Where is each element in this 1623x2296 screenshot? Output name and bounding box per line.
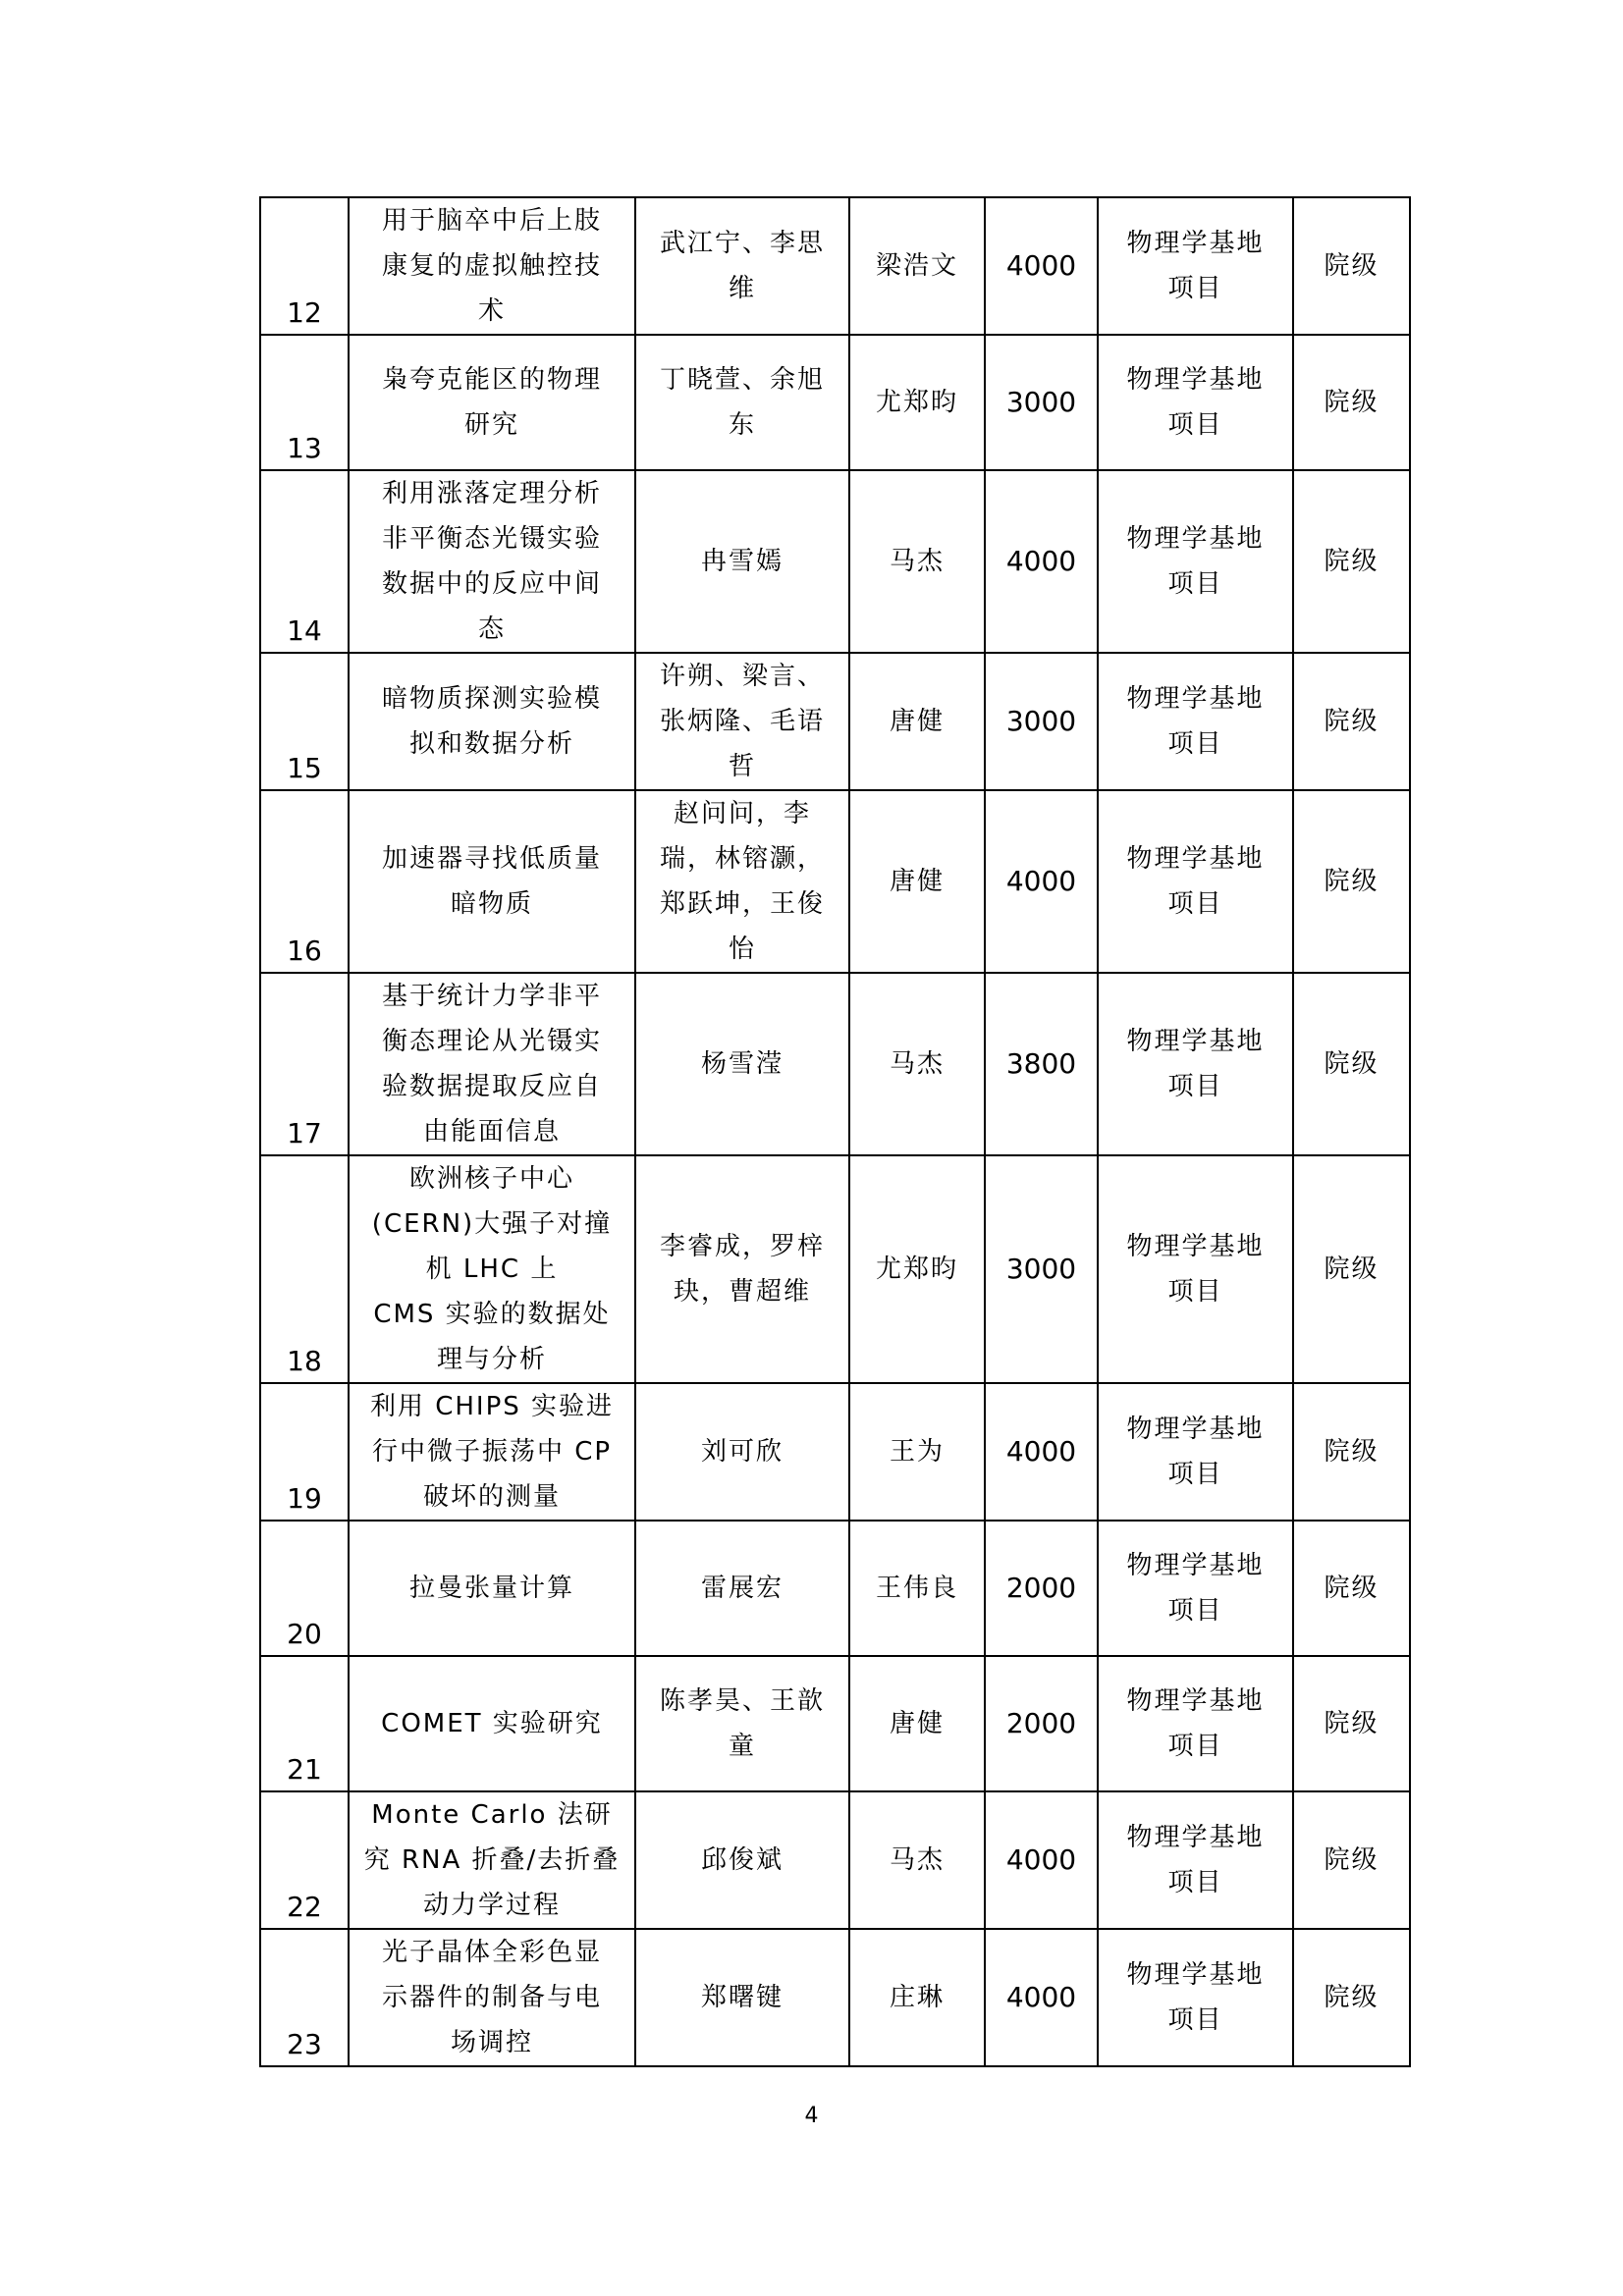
cell-amount-text: 2000: [1005, 1572, 1077, 1604]
cell-students-text: 邱俊斌: [700, 1845, 784, 1875]
table-row: [260, 1521, 1410, 1656]
cell-number-text: 18: [287, 1345, 322, 1377]
cell-students-text: 刘可欣: [700, 1437, 784, 1467]
cell-project-title-text: 枭夸克能区的物理 研究: [381, 365, 602, 440]
cell-level: [1293, 973, 1410, 1155]
cell-project-type-text: 物理学基地 项目: [1126, 1551, 1265, 1626]
cell-advisor: [849, 197, 985, 335]
cell-project-type: [1098, 1155, 1293, 1383]
cell-amount-text: 4000: [1005, 249, 1077, 282]
cell-level: [1293, 1791, 1410, 1929]
cell-project-title-text: 拉曼张量计算: [408, 1574, 574, 1603]
cell-amount: [985, 1929, 1098, 2066]
cell-advisor-text: 王伟良: [875, 1574, 958, 1603]
cell-amount: [985, 973, 1098, 1155]
cell-amount: [985, 653, 1098, 790]
cell-number: [260, 1656, 349, 1791]
table-row: [260, 1656, 1410, 1791]
cell-number-text: 16: [287, 934, 322, 967]
cell-number-text: 15: [287, 752, 322, 784]
cell-level-text: 院级: [1324, 251, 1380, 281]
cell-advisor-text: 唐健: [889, 707, 945, 736]
cell-number-text: 19: [287, 1482, 322, 1515]
cell-project-title-text: 加速器寻找低质量 暗物质: [381, 844, 602, 919]
cell-level: [1293, 1383, 1410, 1521]
cell-students: [635, 653, 849, 790]
cell-project-title-text: 暗物质探测实验模 拟和数据分析: [381, 684, 602, 759]
table-row: [260, 335, 1410, 470]
cell-advisor-text: 马杰: [889, 1049, 945, 1079]
cell-level: [1293, 1155, 1410, 1383]
cell-amount: [985, 197, 1098, 335]
cell-advisor: [849, 1656, 985, 1791]
cell-project-type-text: 物理学基地 项目: [1126, 1027, 1265, 1101]
cell-amount: [985, 335, 1098, 470]
cell-project-title: [349, 1521, 635, 1656]
cell-students: [635, 790, 849, 973]
cell-students: [635, 973, 849, 1155]
cell-project-type: [1098, 790, 1293, 973]
cell-project-type: [1098, 335, 1293, 470]
cell-advisor: [849, 1929, 985, 2066]
cell-advisor: [849, 1521, 985, 1656]
cell-project-type-text: 物理学基地 项目: [1126, 1415, 1265, 1489]
cell-level: [1293, 1656, 1410, 1791]
cell-advisor-text: 梁浩文: [875, 251, 958, 281]
cell-amount-text: 4000: [1005, 545, 1077, 577]
cell-level: [1293, 470, 1410, 653]
page-number: 4: [804, 2104, 819, 2128]
cell-level-text: 院级: [1324, 1983, 1380, 2012]
cell-amount-text: 4000: [1005, 1435, 1077, 1468]
table-row: [260, 790, 1410, 973]
cell-level-text: 院级: [1324, 867, 1380, 896]
cell-number: [260, 1521, 349, 1656]
cell-advisor-text: 尤郑昀: [875, 1255, 958, 1284]
cell-advisor: [849, 470, 985, 653]
cell-students-text: 赵问问，李 瑞，林镕灏， 郑跃坤，王俊 怡: [659, 799, 825, 964]
cell-students-text: 李睿成，罗梓 玦，曹超维: [659, 1232, 825, 1307]
table-row: [260, 1929, 1410, 2066]
cell-project-type: [1098, 1656, 1293, 1791]
cell-students: [635, 1155, 849, 1383]
cell-level-text: 院级: [1324, 1845, 1380, 1875]
cell-level: [1293, 335, 1410, 470]
cell-project-title-text: 利用涨落定理分析 非平衡态光镊实验 数据中的反应中间 态: [381, 479, 602, 644]
table-row: [260, 653, 1410, 790]
cell-amount-text: 4000: [1005, 1843, 1077, 1876]
cell-students: [635, 1521, 849, 1656]
cell-project-title: [349, 1791, 635, 1929]
cell-advisor-text: 王为: [889, 1437, 945, 1467]
cell-amount: [985, 470, 1098, 653]
cell-level-text: 院级: [1324, 707, 1380, 736]
cell-project-type: [1098, 197, 1293, 335]
cell-project-type-text: 物理学基地 项目: [1126, 229, 1265, 303]
cell-number: [260, 1929, 349, 2066]
cell-advisor-text: 唐健: [889, 867, 945, 896]
cell-amount: [985, 790, 1098, 973]
cell-project-title-text: Monte Carlo 法研 究 RNA 折叠/去折叠 动力学过程: [363, 1800, 621, 1920]
cell-number: [260, 470, 349, 653]
cell-project-title: [349, 790, 635, 973]
cell-amount-text: 4000: [1005, 865, 1077, 897]
cell-amount: [985, 1656, 1098, 1791]
cell-project-title: [349, 1929, 635, 2066]
cell-level-text: 院级: [1324, 1574, 1380, 1603]
cell-project-type: [1098, 470, 1293, 653]
cell-project-title-text: 用于脑卒中后上肢 康复的虚拟触控技 术: [381, 206, 602, 326]
cell-project-title-text: COMET 实验研究: [381, 1709, 603, 1738]
table-body: [260, 197, 1410, 2066]
cell-number-text: 12: [287, 296, 322, 329]
cell-level-text: 院级: [1324, 1049, 1380, 1079]
cell-advisor: [849, 335, 985, 470]
cell-number: [260, 1383, 349, 1521]
cell-project-type-text: 物理学基地 项目: [1126, 844, 1265, 919]
cell-students-text: 冉雪嫣: [700, 547, 784, 576]
cell-project-title-text: 光子晶体全彩色显 示器件的制备与电 场调控: [381, 1938, 602, 2057]
cell-number: [260, 1155, 349, 1383]
cell-number-text: 23: [287, 2028, 322, 2060]
cell-students: [635, 1656, 849, 1791]
cell-level-text: 院级: [1324, 547, 1380, 576]
cell-advisor-text: 尤郑昀: [875, 388, 958, 417]
cell-project-title-text: 利用 CHIPS 实验进 行中微子振荡中 CP 破坏的测量: [369, 1392, 615, 1512]
cell-advisor: [849, 790, 985, 973]
cell-number-text: 20: [287, 1618, 322, 1650]
cell-project-type: [1098, 973, 1293, 1155]
cell-amount-text: 3800: [1005, 1047, 1077, 1080]
cell-number: [260, 790, 349, 973]
cell-project-type-text: 物理学基地 项目: [1126, 1232, 1265, 1307]
project-table: [259, 196, 1411, 2067]
table-row: [260, 1383, 1410, 1521]
cell-students: [635, 1383, 849, 1521]
cell-level: [1293, 653, 1410, 790]
cell-project-title: [349, 335, 635, 470]
table-row: [260, 1155, 1410, 1383]
cell-level: [1293, 197, 1410, 335]
cell-level: [1293, 790, 1410, 973]
table-row: [260, 197, 1410, 335]
cell-project-title: [349, 1383, 635, 1521]
cell-students-text: 陈孝昊、王歆 童: [659, 1686, 825, 1761]
cell-amount-text: 3000: [1005, 1253, 1077, 1285]
cell-level: [1293, 1521, 1410, 1656]
cell-amount: [985, 1383, 1098, 1521]
cell-number: [260, 653, 349, 790]
cell-advisor-text: 马杰: [889, 547, 945, 576]
cell-project-type: [1098, 1929, 1293, 2066]
cell-project-title-text: 欧洲核子中心 (CERN)大强子对撞 机 LHC 上 CMS 实验的数据处 理与分析: [371, 1164, 613, 1374]
cell-advisor: [849, 1383, 985, 1521]
cell-students-text: 杨雪滢: [700, 1049, 784, 1079]
cell-project-title: [349, 973, 635, 1155]
cell-students-text: 武江宁、李思 维: [659, 229, 825, 303]
cell-advisor: [849, 973, 985, 1155]
cell-project-type-text: 物理学基地 项目: [1126, 1960, 1265, 2035]
cell-number: [260, 1791, 349, 1929]
cell-project-title: [349, 1155, 635, 1383]
cell-amount: [985, 1791, 1098, 1929]
cell-project-type: [1098, 1521, 1293, 1656]
cell-students: [635, 470, 849, 653]
cell-project-type-text: 物理学基地 项目: [1126, 365, 1265, 440]
cell-project-title: [349, 1656, 635, 1791]
cell-amount: [985, 1521, 1098, 1656]
cell-advisor: [849, 1155, 985, 1383]
cell-number-text: 17: [287, 1117, 322, 1149]
cell-number-text: 14: [287, 614, 322, 647]
cell-level-text: 院级: [1324, 388, 1380, 417]
cell-level: [1293, 1929, 1410, 2066]
cell-number-text: 22: [287, 1891, 322, 1923]
table-row: [260, 973, 1410, 1155]
cell-project-type: [1098, 1383, 1293, 1521]
cell-students: [635, 335, 849, 470]
cell-level-text: 院级: [1324, 1437, 1380, 1467]
cell-project-title: [349, 470, 635, 653]
cell-advisor-text: 庄琳: [889, 1983, 945, 2012]
cell-students-text: 丁晓萱、余旭 东: [659, 365, 825, 440]
cell-project-type: [1098, 1791, 1293, 1929]
cell-number-text: 21: [287, 1753, 322, 1786]
cell-project-title-text: 基于统计力学非平 衡态理论从光镊实 验数据提取反应自 由能面信息: [381, 982, 602, 1147]
cell-amount-text: 3000: [1005, 386, 1077, 418]
cell-advisor-text: 唐健: [889, 1709, 945, 1738]
cell-students: [635, 197, 849, 335]
table-row: [260, 1791, 1410, 1929]
cell-students: [635, 1791, 849, 1929]
cell-level-text: 院级: [1324, 1255, 1380, 1284]
cell-project-title: [349, 197, 635, 335]
cell-project-type-text: 物理学基地 项目: [1126, 684, 1265, 759]
cell-level-text: 院级: [1324, 1709, 1380, 1738]
cell-students-text: 许朔、梁言、 张炳隆、毛语 哲: [659, 662, 825, 781]
cell-project-title: [349, 653, 635, 790]
cell-students-text: 郑曙键: [700, 1983, 784, 2012]
cell-project-type-text: 物理学基地 项目: [1126, 1686, 1265, 1761]
cell-project-type-text: 物理学基地 项目: [1126, 524, 1265, 599]
cell-students-text: 雷展宏: [700, 1574, 784, 1603]
cell-amount-text: 2000: [1005, 1707, 1077, 1739]
cell-number: [260, 197, 349, 335]
cell-amount: [985, 1155, 1098, 1383]
cell-project-type: [1098, 653, 1293, 790]
cell-advisor-text: 马杰: [889, 1845, 945, 1875]
table-row: [260, 470, 1410, 653]
cell-project-type-text: 物理学基地 项目: [1126, 1823, 1265, 1897]
cell-amount-text: 4000: [1005, 1981, 1077, 2013]
cell-advisor: [849, 653, 985, 790]
cell-number: [260, 335, 349, 470]
cell-amount-text: 3000: [1005, 705, 1077, 737]
cell-number-text: 13: [287, 432, 322, 464]
cell-advisor: [849, 1791, 985, 1929]
cell-number: [260, 973, 349, 1155]
cell-students: [635, 1929, 849, 2066]
